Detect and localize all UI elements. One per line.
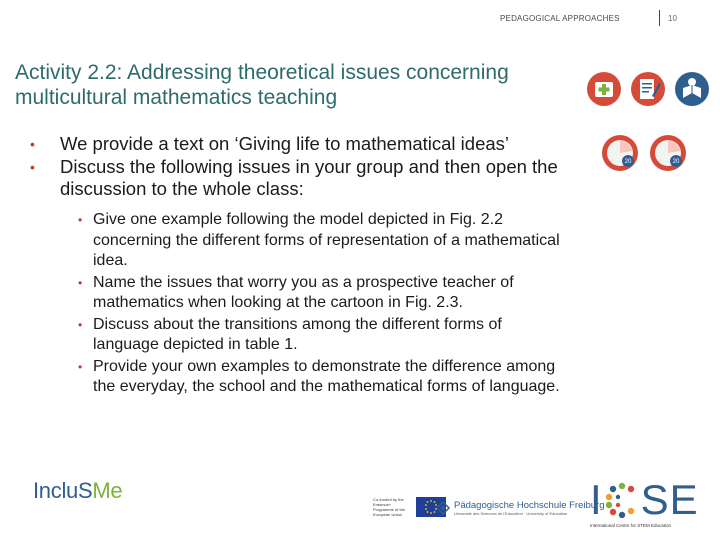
sub-bullet-item <box>78 357 570 398</box>
clipboard-icon <box>630 71 666 107</box>
sub-bullet-text: Name the issues that worry you as a prospective teacher of mathematics when looking at the cartoon in Fig. 2.3. <box>93 273 514 311</box>
slide-title: Activity 2.2: Addressing theoretical issues concerning multicultural mathematics teaching <box>15 61 509 109</box>
ph-sub: Université des Sciences de l'Education · University of Education <box>454 511 568 516</box>
bullet-dot: • <box>78 213 83 227</box>
icse-logo <box>590 478 699 528</box>
icse-right: SE <box>640 476 699 523</box>
sub-bullet-item <box>78 273 570 314</box>
bullet-dot: • <box>78 275 83 290</box>
timer-label: 20 <box>624 159 632 166</box>
sub-bullet-item <box>78 315 570 356</box>
icse-left: I <box>590 476 603 523</box>
timer-20-icon <box>601 134 639 172</box>
sub-bullet-item <box>78 210 570 272</box>
bullet-dot: • <box>30 159 35 175</box>
ph-logo-icon <box>436 501 450 515</box>
inclusme-prefix: IncluS <box>33 478 93 503</box>
activity-icons <box>586 71 710 107</box>
bullet-list <box>30 133 570 399</box>
sub-bullet-text: Discuss about the transitions among the different forms of language depicted in table 1. <box>93 315 502 353</box>
timer-icons <box>601 134 687 172</box>
timer-label: 20 <box>672 159 680 166</box>
icse-sub: International Centre for STEM Education <box>590 523 672 528</box>
inclusme-logo <box>33 478 122 504</box>
bullet-dot: • <box>30 136 35 152</box>
timer-20-icon <box>649 134 687 172</box>
first-aid-icon <box>586 71 622 107</box>
sub-bullet-text: Give one example following the model depicted in Fig. 2.2 concerning the different forms of representation of a mathematical idea. <box>93 211 560 269</box>
bullet-dot: • <box>78 359 83 374</box>
ph-freiburg-logo <box>436 500 605 516</box>
sub-bullet-list <box>78 210 570 398</box>
icse-c-icon <box>605 482 639 518</box>
eu-text: Co-funded by the Erasmus+ Programme of the European Union <box>373 497 406 517</box>
page-number: 10 <box>668 14 677 23</box>
bullet-item <box>30 133 570 155</box>
bullet-text: Discuss the following issues in your group and then open the discussion to the whole class: <box>60 156 558 199</box>
bullet-dot: • <box>78 317 83 332</box>
header-divider <box>659 10 660 26</box>
inclusme-suffix: Me <box>92 478 123 503</box>
reader-icon <box>674 71 710 107</box>
sub-bullet-text: Provide your own examples to demonstrate the difference among the everyday, the school and the mathematical forms of language. <box>93 357 560 395</box>
ph-name: Pädagogische Hochschule Freiburg <box>454 500 605 511</box>
bullet-text: We provide a text on ‘Giving life to mathematical ideas’ <box>60 133 510 154</box>
bullet-item <box>30 156 570 200</box>
header-label: PEDAGOGICAL APPROACHES <box>500 14 620 23</box>
